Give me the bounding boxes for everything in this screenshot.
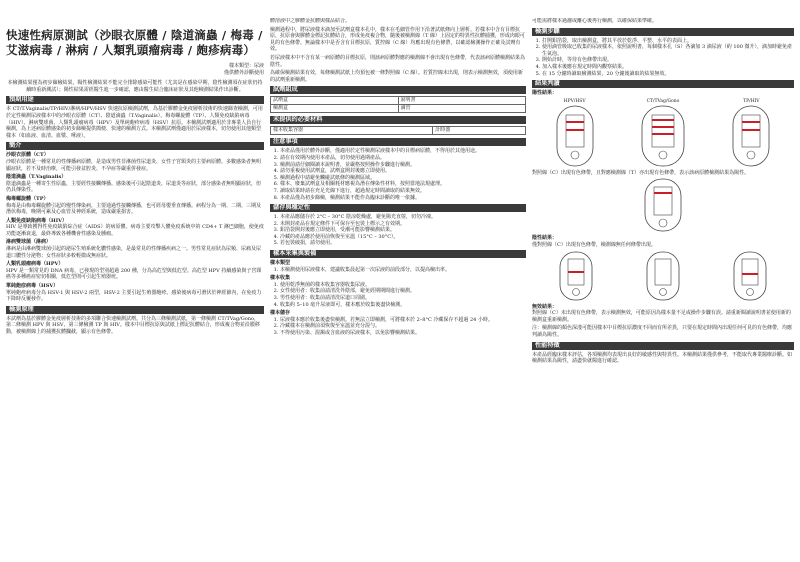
- result-band: [652, 126, 674, 128]
- sample-list: [270, 267, 526, 274]
- principle-text: 本試劑為基於膠體金免疫層析技術的多項聯合快速檢測試劑。共分為三條檢測試紙，第一條檢測 CT/TVag/Gono，第二條檢測 HPV 與 HSV，第三條檢測 TP 與 HIV。樣本中目標抗原與試紙上標記抗體結合，形成複合物並沿膜移動，被檢測線上的捕獲抗體攔截，顯示有色條帶。: [6, 315, 260, 335]
- result-note: 注：檢測線的顏色深淺可能因樣本中目標抗原濃度不同而有所差異，只要在規定時間內出現任何可見的有色條帶，均應判讀為陽性。: [532, 325, 793, 338]
- list-item: 5. 若包裝破損，請勿使用。: [280, 240, 526, 247]
- ng-heading: 淋病雙球菌（淋病）: [6, 239, 52, 246]
- cassette-label: TP/HIV: [743, 98, 760, 104]
- list-item: 1. 尿液樣本應於收集後盡快檢測。若無法立即檢測，可將樣本於 2–8°C 冷藏保存不超過 24 小時。: [280, 317, 526, 324]
- section-not-provided: 未提供的必要材料: [270, 116, 526, 124]
- result-band: [566, 129, 584, 131]
- list-item: 2. 女性使用者：收集前請清洗外陰部，避免經期期間進行檢測。: [280, 288, 526, 295]
- cassette-hpv: [555, 99, 595, 167]
- cassette-ct: [640, 99, 686, 167]
- hsv-text: 單純皰疹病毒分為 HSV-1 與 HSV-2 兩型，HSV-2 主要引起生殖器皰疹。感染後病毒可潛伏於神經節內，在免疫力下降時反覆發作。: [6, 289, 262, 303]
- sample-storage-heading: 樣本儲存: [270, 310, 291, 317]
- intended-use-text: 本 CT/T.Vaginalis/TP/HIV/淋病/HPV/HSV 快速抗原檢測試劑，為基於膠體金免疫層析技術的快速篩查檢測，可用於定性檢測尿液樣本中的沙眼衣原體（CT）、陰道滴蟲（T.Vaginalis）、梅毒螺旋體（TP）、人類免疫缺陷病毒（HIV）、淋病雙球菌、人類乳頭瘤病毒（HPV）及單純皰疹病毒（HSV）抗原。本檢測試劑適用於非專業人員自行檢測，為上述病原體感染的初步篩檢提供簡便、快速的檢測方式。本檢測試劑僅適用於尿液樣本，切勿使用其他類型樣本（如血液、血清、血漿、唾液）。: [6, 106, 263, 139]
- document-title: 快速性病原測試（沙眼衣原體 / 陰道滴蟲 / 梅毒 / 艾滋病毒 / 淋病 / 人類乳頭瘤病毒 / 皰疹病毒）: [6, 28, 263, 57]
- section-storage: 儲存與穩定性: [270, 204, 526, 212]
- storage-list: [270, 214, 526, 247]
- list-item: 8. 本產品僅為初步篩檢，檢測結果不能作為臨床診斷的唯一依據。: [280, 195, 526, 202]
- result-band: [742, 129, 760, 131]
- table-cell: 檢測盒: [271, 105, 399, 113]
- list-item: 2. 請在有效期內使用本產品，切勿使用過期產品。: [280, 155, 526, 162]
- sample-type: 樣本類型：尿液: [228, 63, 264, 69]
- list-item: 5. 檢測過程中請避免觸碰試紙條的檢測區域。: [280, 175, 526, 182]
- cassette-negative: [643, 178, 683, 232]
- cassette-icon: [640, 105, 686, 167]
- table-row: [271, 97, 526, 105]
- intro-text: 本檢測結果僅為初步篩檢結果，陽性檢測結果不能完全排除感染可能性（尤其是在感染早期，陰性檢測須在症狀仍持續時重新測試）；陽性結果需經醫生進一步確認，應由醫生結合臨床症狀及其他檢測結果作出診斷。: [7, 80, 263, 93]
- result-band: [652, 133, 674, 135]
- principle-p4: 為確保檢測結果有效，每條檢測試紙上均預包被一條對照線（C 線）。若質控線未出現，則表示檢測無效，須使用新的試劑重新檢測。: [270, 70, 523, 83]
- tp-heading: 梅毒螺旋體（TP）: [6, 195, 49, 202]
- principle-p3: 若尿液樣本中不含有某一病原體的目標抗原，則該病原體對應的檢測線不會出現有色條帶，代表該病原體檢測結果為陰性。: [270, 54, 526, 68]
- result-band: [652, 119, 674, 121]
- hpv-text: HPV 是一類常見的 DNA 病毒，已發現的型別超過 200 種，分為高危型與低危型。高危型 HPV 持續感染與子宮頸癌等多種癌症密切相關，低危型則可引起生殖器疣。: [6, 267, 262, 281]
- section-performance: 性能特徵: [532, 342, 794, 350]
- hiv-heading: 人類免疫缺陷病毒（HIV）: [6, 217, 67, 224]
- not-provided-table: [270, 126, 526, 135]
- hpv-heading: 人類乳頭瘤病毒（HPV）: [6, 261, 64, 268]
- list-item: 5. 在 15 分鐘時讀取檢測結果，20 分鐘後讀取的結果無效。: [542, 71, 794, 78]
- sample-type-heading: 樣本類型: [270, 260, 291, 267]
- cassette-icon: [731, 105, 771, 167]
- list-item: 4. 冷藏的產品應於使用前恢復至室溫（15°C – 30°C）。: [280, 234, 526, 241]
- list-item: 2. 冷藏樣本在檢測前須恢復至室溫並充分混勻。: [280, 323, 526, 330]
- list-item: 3. 檢測前請仔細閱讀本說明書，並嚴格按照操作步驟進行檢測。: [280, 162, 526, 169]
- invalid-heading: 無效結果：: [532, 303, 558, 310]
- positive-heading: 陽性結果：: [532, 90, 558, 97]
- ng-text: 淋病是由淋病雙球菌引起的泌尿生殖系統化膿性感染，是最常見的性傳播疾病之一。男性常見症狀為尿頻、尿痛及尿道口膿性分泌物；女性症狀多較輕微或無症狀。: [6, 246, 262, 259]
- cassette-icon: [555, 105, 595, 167]
- cassette-icon: [558, 251, 594, 301]
- list-item: 4. 加入樣本後應在規定時間內觀察結果。: [542, 64, 794, 71]
- principle-cont: 體溶液中之膠體金抗體與樣品結合。: [270, 18, 351, 24]
- list-item: 3. 不得使用污染、混濁或含血液的尿液樣本，以免影響檢測結果。: [280, 330, 526, 337]
- cassette-invalid-2: [645, 251, 681, 301]
- procedure-list: [532, 38, 794, 78]
- result-band: [742, 121, 760, 123]
- section-principle: 檢測原理: [6, 306, 264, 314]
- list-item: 7. 讀取結果時請在充足光線下進行，超過規定時間讀取的結果無效。: [280, 188, 526, 195]
- list-item: 1. 本產品應儲存於 2°C – 30°C 陰涼乾燥處，避免陽光直射，切勿冷凍。: [280, 214, 526, 221]
- list-item: 1. 使用乾淨無菌的樣本收集容器收集尿液。: [280, 282, 526, 289]
- positive-text: 對照線（C）出現有色條帶，且對應檢測線（T）亦出現有色條帶，表示該病原體檢測結果為陽性。: [532, 169, 750, 176]
- list-item: 3. 鋁箔袋開封後應立即使用，受潮可能影響檢測結果。: [280, 227, 526, 234]
- section-precautions: 注意事項: [270, 138, 526, 146]
- tv-text: 陰道滴蟲是一種寄生性原蟲，主要經性接觸傳播。感染後可引起陰道炎、尿道炎等症狀，部分感染者無明顯症狀，但仍具傳染性。: [6, 180, 262, 194]
- result-band: [742, 273, 758, 275]
- table-row: [271, 127, 526, 135]
- cassette-icon: [643, 178, 683, 232]
- list-item: 6. 樣本、廢棄試劑盒及相關耗材應視為潛在傳染性材料，按照當地法規處理。: [280, 181, 526, 188]
- negative-text: 僅對照線（C）出現有色條帶，檢測線無任何條帶出現。: [532, 241, 656, 248]
- collection-heading: 樣本收集: [270, 275, 291, 282]
- hsv-heading: 單純皰疹病毒（HSV）: [6, 283, 59, 290]
- ct-text: 沙眼衣原體是一種常見的性傳播病原體，是造成男性非淋菌性尿道炎、女性子宮頸炎的主要病原體。多數感染者無明顯症狀，若不及時治療，可能引發盆腔炎、不孕症等嚴重併發症。: [6, 158, 262, 172]
- positive-diagram: [532, 99, 794, 167]
- section-materials: 試劑組成: [270, 86, 526, 94]
- list-item: 1. 打開鋁箔袋，取出檢測盒，將其平放於乾淨、平整、水平的表面上。: [542, 38, 794, 45]
- section-procedure: 檢測步驟: [532, 28, 794, 36]
- list-item: 1. 本產品僅用於體外診斷，僅適用於定性檢測尿液樣本中的目標病原體，不得用於其他用途。: [280, 148, 526, 155]
- result-band: [566, 121, 584, 123]
- cassette-invalid-1: [558, 251, 594, 301]
- sample-cont: 可能需將樣本過濾或離心後再行檢測，以確保結果準確。: [532, 18, 658, 24]
- performance-text: 本產品經臨床樣本評估，各項檢測均表現出良好的敏感性與特異性。本檢測結果僅供參考，不能取代專業醫療診斷。如檢測結果為陽性，請盡快就醫進行確認。: [532, 351, 793, 365]
- list-item: 1. 本檢測使用尿液樣本，建議收集晨起第一次尿液的前段部分，以提高檢出率。: [280, 267, 526, 274]
- ct-heading: 沙眼衣原體（CT）: [6, 152, 49, 159]
- section-introduction: 簡介: [6, 142, 264, 150]
- sample-storage-list: [270, 317, 526, 337]
- list-item: 2. 使用滴管吸取已收集的尿液樣本，依照說明書，每個樣本孔（S）各滴加 3 滴尿液（約 100 微升），滴加時避免產生氣泡。: [542, 44, 794, 57]
- list-item: 4. 收集約 5–10 毫升尿液即可，樣本應於收集後盡快檢測。: [280, 302, 526, 309]
- column-1: [6, 18, 264, 558]
- negative-diagram: [532, 178, 794, 232]
- cassette-icon: [732, 251, 768, 301]
- tv-heading: 陰道滴蟲（T.Vaginalis）: [6, 174, 67, 181]
- column-2: [270, 18, 526, 558]
- column-3: [532, 18, 794, 558]
- section-intended-use: 預期用途: [6, 96, 264, 104]
- diagnostic-use: 僅供體外診斷使用: [223, 69, 264, 76]
- cassette-icon: [645, 251, 681, 301]
- cassette-label: CT/TVag/Gono: [646, 98, 680, 104]
- control-band: [654, 192, 672, 194]
- list-item: 3. 開始計時，等待有色條帶出現。: [542, 57, 794, 64]
- materials-table: [270, 96, 526, 113]
- table-cell: 試劑盒: [271, 97, 399, 105]
- table-row: [271, 105, 526, 113]
- precautions-list: [270, 148, 526, 201]
- table-cell: 樣本收集容器: [271, 127, 433, 135]
- table-cell: 滴管: [398, 105, 526, 113]
- cassette-tp: [731, 99, 771, 167]
- list-item: 4. 請勿重複使用試劑盒，試劑盒開封後應立即使用。: [280, 168, 526, 175]
- negative-heading: 陰性結果：: [532, 235, 558, 242]
- result-band: [568, 271, 584, 273]
- table-cell: 計時器: [433, 127, 526, 135]
- tp-text: 梅毒是由梅毒螺旋體引起的慢性傳染病，主要通過性接觸傳播，也可經母嬰垂直傳播。病程分為一期、二期、三期及潛伏梅毒，晚期可累及心血管及神經系統，造成嚴重損害。: [6, 202, 262, 216]
- invalid-text: 對照線（C）未出現有色條帶，表示檢測無效，可能原因為樣本量不足或操作步驟有誤。請重新閱讀說明書並使用新的檢測盒重新檢測。: [532, 310, 791, 323]
- section-results: 結果判讀: [532, 80, 794, 88]
- list-item: 2. 未開封產品在規定條件下可保存至包裝上標示之有效期。: [280, 221, 526, 228]
- collection-list: [270, 282, 526, 308]
- hiv-text: HIV 是導致獲得性免疫缺陷綜合症（AIDS）的病原體。病毒主要攻擊人體免疫系統中的 CD4+ T 淋巴細胞，使免疫功能逐漸衰退，最終導致各種機會性感染及腫瘤。: [6, 224, 264, 237]
- principle-p2: 檢測過程中，將尿液樣本滴加至試劑盒樣本孔中，樣本在毛細管作用下沿著試紙條向上層析。若樣本中含有目標抗原，抗原會與膠體金標記抗體結合，形成免疫複合物，隨後被檢測線（T 線）上固定的特異性抗體捕獲，形成肉眼可見的有色條帶。無論樣本中是否含有目標抗原，質控線（C 線）均應出現有色條帶，以確認檢測操作正確及試劑有效。: [270, 26, 525, 53]
- invalid-diagram: [532, 251, 794, 301]
- table-cell: 說明書: [398, 97, 526, 105]
- section-sample: 樣本采集與製備: [270, 250, 526, 258]
- list-item: 3. 男性使用者：收集前請清洗尿道口周圍。: [280, 295, 526, 302]
- cassette-label: HPV/HSV: [563, 98, 586, 104]
- cassette-invalid-3: [732, 251, 768, 301]
